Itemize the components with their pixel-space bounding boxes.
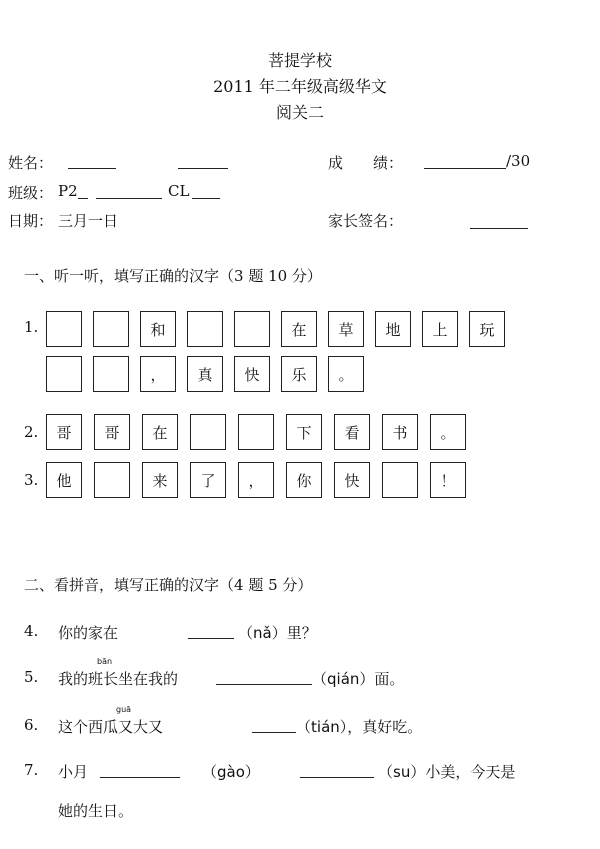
score-label: 成 绩： — [328, 154, 404, 172]
section1-title: 一、听一听，填写正确的汉字（3 题 10 分） — [24, 267, 322, 285]
q5-pinyin-group: （qián）面。 — [312, 670, 405, 688]
score-blank[interactable] — [424, 168, 506, 169]
q5-number: 5. — [24, 668, 39, 686]
q5-blank[interactable] — [216, 684, 312, 685]
q4-number: 4. — [24, 622, 39, 640]
q7-pinyin1-group: （gào） — [202, 763, 260, 781]
q7-pinyin-2: su — [393, 763, 411, 781]
q3-number: 3. — [24, 471, 39, 489]
q7-blank-1[interactable] — [100, 777, 180, 778]
q6-blank[interactable] — [252, 732, 296, 733]
char-box-text: 了 — [200, 472, 216, 490]
q5-text-post: 面。 — [374, 670, 405, 688]
char-box[interactable] — [46, 356, 82, 392]
q6-pinyin-group: （tián），真好吃。 — [296, 718, 423, 736]
char-box-text: 和 — [150, 321, 166, 339]
char-box-text: ， — [248, 472, 264, 490]
q4-pinyin-group: （nǎ）里？ — [238, 624, 317, 642]
q7-text-post: 小美，今天是 — [425, 763, 516, 781]
class-prefix: P2 — [58, 182, 78, 200]
char-box-text: 你 — [296, 472, 312, 490]
school-name: 菩提学校 — [267, 51, 332, 70]
q2-number: 2. — [24, 423, 39, 441]
class-blank-3[interactable] — [192, 198, 220, 199]
char-box-text: 他 — [56, 472, 72, 490]
char-box[interactable] — [94, 462, 130, 498]
q5-ruby: bān — [97, 657, 113, 666]
char-box-text: 书 — [392, 424, 408, 442]
class-blank-2[interactable] — [96, 198, 162, 199]
name-blank-1[interactable] — [68, 168, 116, 169]
parent-signature-label: 家长签名： — [328, 212, 404, 230]
char-box[interactable] — [238, 414, 274, 450]
class-cl: CL — [168, 182, 190, 200]
q7-number: 7. — [24, 761, 39, 779]
char-box-text: 看 — [344, 424, 360, 442]
score-total: /30 — [506, 152, 531, 170]
name-label: 姓名： — [8, 154, 54, 172]
date-label: 日期： — [8, 212, 54, 230]
q7-blank-2[interactable] — [300, 777, 374, 778]
char-box-text: 哥 — [56, 424, 72, 442]
char-box-text: 上 — [432, 321, 448, 339]
char-box[interactable] — [46, 311, 82, 347]
q6-text-pre: 这个西瓜又大又 — [58, 718, 164, 736]
q7-text-line2: 她的生日。 — [58, 802, 134, 820]
char-box-text: ， — [150, 366, 166, 384]
char-box[interactable] — [187, 311, 223, 347]
class-label: 班级： — [8, 184, 54, 202]
exam-subtitle: 2011 年二年级高级华文 — [213, 77, 387, 96]
char-box[interactable] — [93, 311, 129, 347]
char-box-text: 在 — [291, 321, 307, 339]
q6-number: 6. — [24, 716, 39, 734]
char-box-text: 来 — [152, 472, 168, 490]
q1-number: 1. — [24, 318, 39, 336]
q5-text-pre: 我的班长坐在我的 — [58, 670, 179, 688]
char-box[interactable] — [382, 462, 418, 498]
q4-pinyin: nǎ — [253, 624, 272, 642]
q6-pinyin: tián — [311, 718, 340, 736]
parent-signature-blank[interactable] — [470, 228, 528, 229]
exam-title: 阅关二 — [275, 103, 324, 122]
char-box[interactable] — [190, 414, 226, 450]
section2-title: 二、看拼音，填写正确的汉字（4 题 5 分） — [24, 576, 313, 594]
q5-pinyin: qián — [327, 670, 360, 688]
name-blank-2[interactable] — [178, 168, 228, 169]
q6-ruby: guā — [116, 705, 132, 714]
char-box-text: 快 — [244, 366, 260, 384]
char-box[interactable] — [93, 356, 129, 392]
date-value: 三月一日 — [58, 212, 119, 230]
q7-pinyin2-group: （su）小美，今天是 — [378, 763, 516, 781]
q4-text-post: 里？ — [286, 624, 317, 642]
char-box-text: 。 — [338, 366, 354, 384]
q4-blank[interactable] — [188, 638, 234, 639]
char-box-text: 地 — [385, 321, 401, 339]
class-blank-1[interactable] — [78, 198, 88, 199]
char-box-text: 哥 — [104, 424, 120, 442]
char-box[interactable] — [234, 311, 270, 347]
char-box-text: 草 — [338, 321, 354, 339]
char-box-text: ！ — [440, 472, 456, 490]
char-box-text: 。 — [440, 424, 456, 442]
q7-pinyin-1: gào — [217, 763, 245, 781]
char-box-text: 真 — [197, 366, 213, 384]
char-box-text: 快 — [344, 472, 360, 490]
char-box-text: 乐 — [291, 366, 307, 384]
q6-text-post: ，真好吃。 — [347, 718, 423, 736]
char-box-text: 在 — [152, 424, 168, 442]
char-box-text: 下 — [296, 424, 312, 442]
char-box-text: 玩 — [479, 321, 495, 339]
q4-text-pre: 你的家在 — [58, 624, 119, 642]
q7-text-pre: 小月 — [58, 763, 89, 781]
